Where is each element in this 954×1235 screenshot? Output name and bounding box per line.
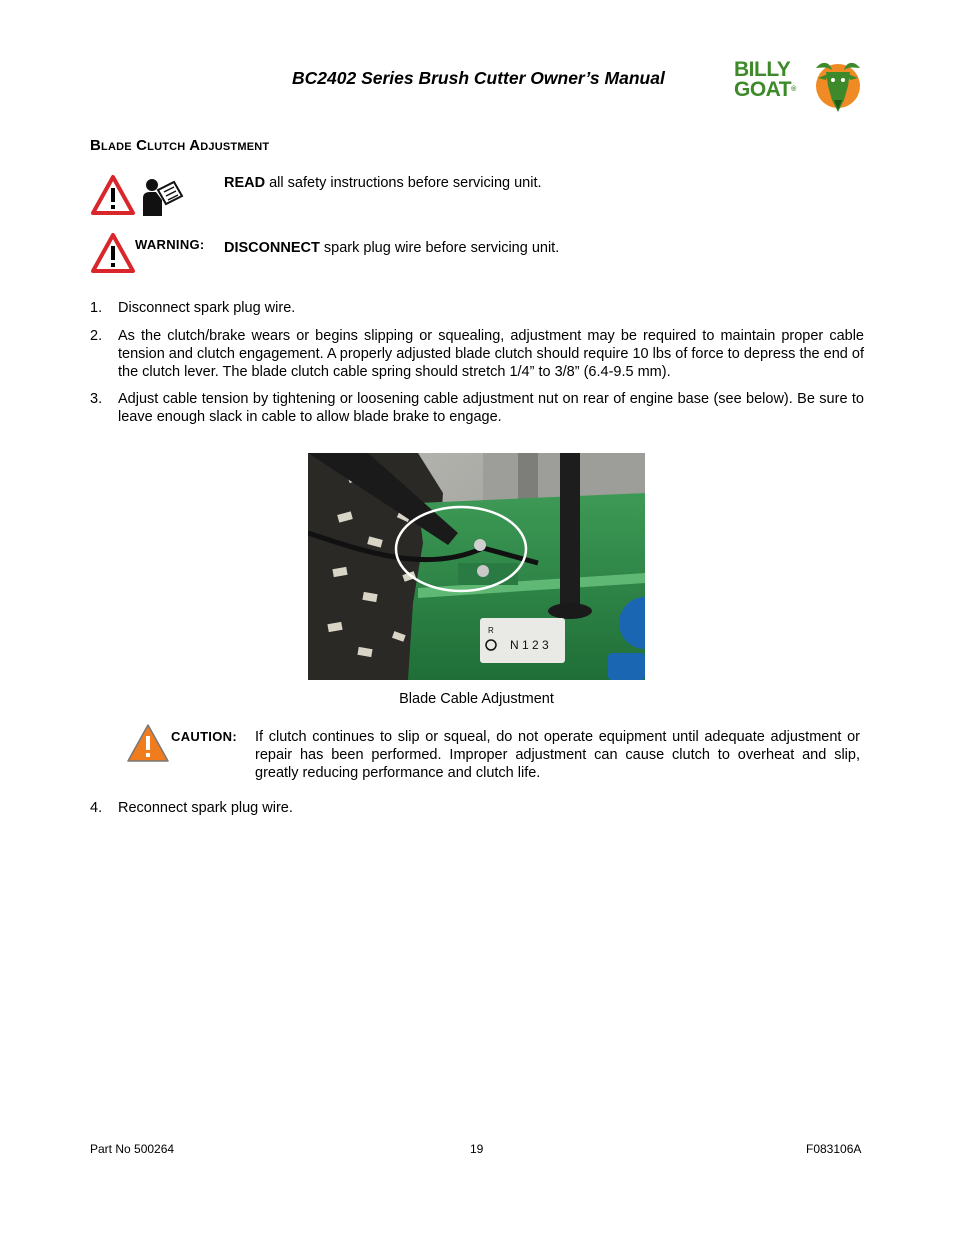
read-instruction [224,174,542,192]
step-number: 1. [90,300,103,316]
step-number: 2. [90,328,103,344]
caution-label: CAUTION: [171,729,237,744]
decal-gear-labels: N 1 2 3 [510,638,549,652]
warning-triangle-icon [90,174,136,216]
logo-line-1: BILLY [734,58,791,81]
blade-cable-photo [308,453,645,680]
decal-reverse-mark: R [488,626,494,635]
figure-caption: Blade Cable Adjustment [399,691,554,707]
read-emphasis: READ [224,175,266,191]
document-title: BC2402 Series Brush Cutter Owner’s Manual [292,68,665,88]
disconnect-emphasis: DISCONNECT [224,240,320,256]
caution-triangle-icon [125,722,171,764]
step-text: Adjust cable tension by tightening or loosening cable adjustment nut on rear of engine base (see below). Be sure to leave enough slack in cable to allow blade brake to engage. [118,391,864,425]
step-text: Reconnect spark plug wire. [118,800,293,816]
footer-part-number: Part No 500264 [90,1142,175,1156]
step-text: As the clutch/brake wears or begins slipping or squealing, adjustment may be required to maintain proper cable tension and clutch engagement. A properly adjusted blade clutch should require 10 lbs of force to depress the end of the clutch lever. The blade clutch cable spring should stretch 1/4” to 3/8” (6.4-9.5 mm). [118,328,864,380]
warning-triangle-icon [90,232,136,274]
logo-line-2: GOAT [734,78,792,101]
footer-form-number: F083106A [806,1142,862,1156]
logo-wordmark [734,60,796,100]
disconnect-text: spark plug wire before servicing unit. [319,240,560,256]
logo-registered-mark: ® [791,86,796,93]
goat-head-icon [808,56,864,114]
step-text: Disconnect spark plug wire. [118,300,296,316]
step-number: 3. [90,391,103,407]
caution-text: If clutch continues to slip or squeal, do not operate equipment until adequate adjustment or repair has been performed. Improper adjustment can cause clutch to overheat and slip, greatly reducing performance and clutch life. [255,729,860,781]
billy-goat-logo [732,56,862,114]
cable-adjustment-illustration [308,453,645,680]
warning-label: WARNING: [135,237,205,252]
disconnect-instruction [224,239,559,257]
step-number: 4. [90,800,103,816]
read-manual-icon [140,176,186,218]
section-heading: Blade Clutch Adjustment [90,137,270,154]
read-text: all safety instructions before servicing unit. [265,175,542,191]
footer-page-number: 19 [470,1142,484,1156]
